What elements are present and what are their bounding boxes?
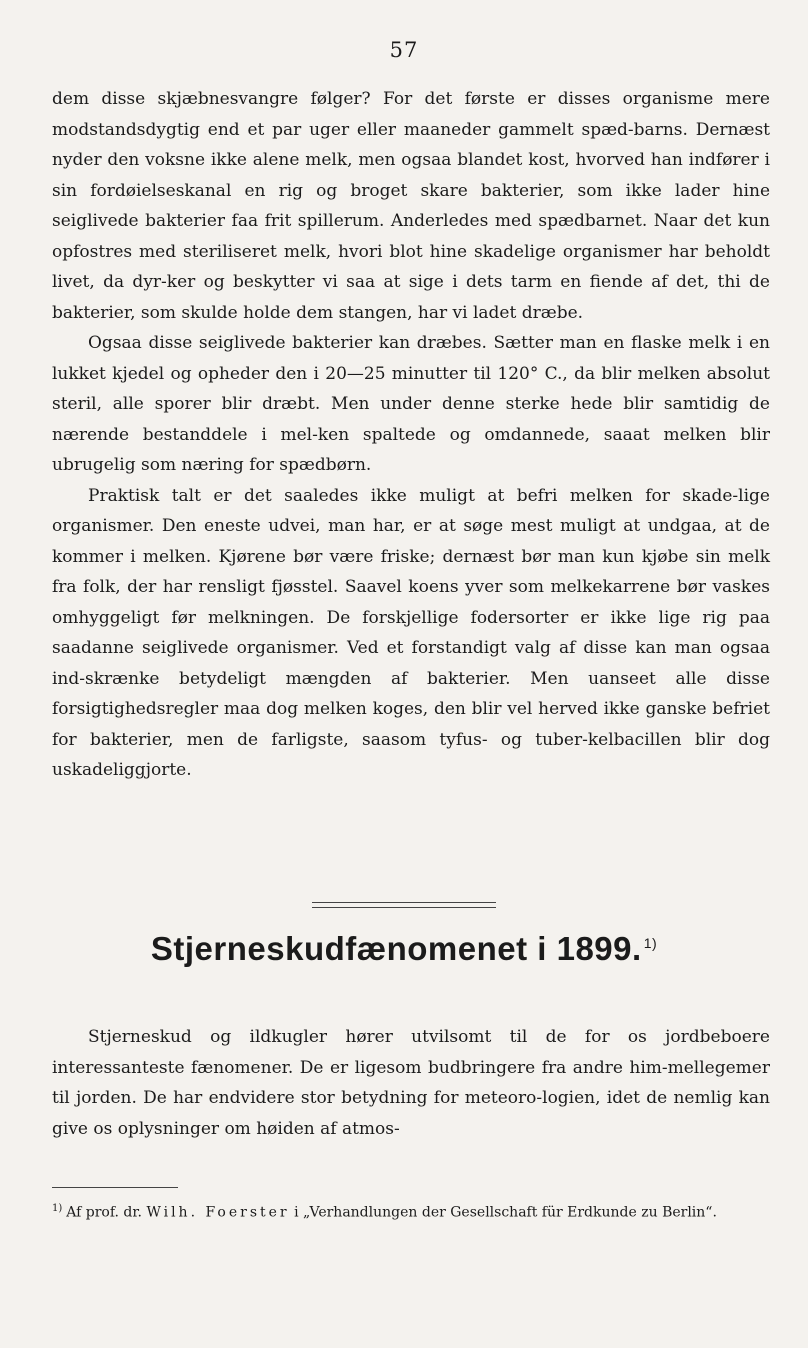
footnote-rule	[52, 1187, 178, 1188]
footnote-prefix: Af prof. dr.	[66, 1204, 142, 1221]
footnote-mark: 1)	[52, 1203, 63, 1214]
page-number: 57	[389, 38, 419, 62]
section-2-text	[52, 1022, 770, 1144]
footnote	[52, 1197, 770, 1225]
section-divider-line	[312, 907, 496, 908]
section-heading	[0, 930, 808, 968]
heading-title: Stjerneskudfænomenet i 1899.	[150, 930, 642, 967]
footnote-author: Wilh. Foerster	[146, 1204, 290, 1221]
paragraph: Praktisk talt er det saaledes ikke muligt at befri melken for skade-lige organismer. Den eneste udvei, man har, er at søge mest muligt at undgaa, at de kommer i melken. Kjørene bør være friske; dernæst bør man kun kjøbe sin melk fra folk, der har rensligt fjøsstel. Saavel koens yver som melkekarrene bør vaskes omhyggeligt før melkningen. De forskjellige fodersorter er ikke lige rig paa saadanne seiglivede organismer. Ved et forstandigt valg af disse kan man ogsaa ind-skrænke betydeligt mængden af bakterier. Men uanseet alle disse forsigtighedsregler maa dog melken koges, den blir vel herved ikke ganske befriet for bakterier, men de farligste, saasom tyfus- og tuber-kelbacillen blir dog uskadeliggjorte.	[52, 485, 770, 780]
paragraph: dem disse skjæbnesvangre følger? For det første er disses organisme mere modstandsdygtig end et par uger eller maaneder gammelt spæd-barns. Dernæst nyder den voksne ikke alene melk, men ogsaa blandet kost, hvorved han indfører i sin fordøielseskanal en rig og broget skare bakterier, som ikke lader hine seiglivede bakterier faa frit spillerum. Anderledes med spædbarnet. Naar det kun opfostres med steriliseret melk, hvori blot hine skadelige organismer har beholdt livet, da dyr-ker og beskytter vi saa at sige i dets tarm en fiende af det, thi de bakterier, som skulde holde dem stangen, har vi ladet dræbe.	[52, 89, 770, 323]
footnote-text: i „Verhandlungen der Gesellschaft für Erdkunde zu Berlin“.	[294, 1204, 717, 1221]
section-divider-line	[312, 902, 496, 903]
paragraph: Stjerneskud og ildkugler hører utvilsomt til de for os jordbeboere interessanteste fænomener. De er ligesom budbringere fra andre him-mellegemer til jorden. De har endvidere stor betydning for meteoro-logien, idet de nemlig kan give os oplysninger om høiden af atmos-	[52, 1027, 770, 1139]
heading-footnote-mark: 1)	[643, 935, 658, 951]
section-1-text	[52, 84, 770, 786]
paragraph: Ogsaa disse seiglivede bakterier kan dræbes. Sætter man en flaske melk i en lukket kjedel og opheder den i 20—25 minutter til 120° C., da blir melken absolut steril, alle sporer blir dræbt. Men under denne sterke hede blir samtidig de nærende bestanddele i mel-ken spaltede og omdannede, saaat melken blir ubrugelig som næring for spædbørn.	[52, 333, 770, 475]
